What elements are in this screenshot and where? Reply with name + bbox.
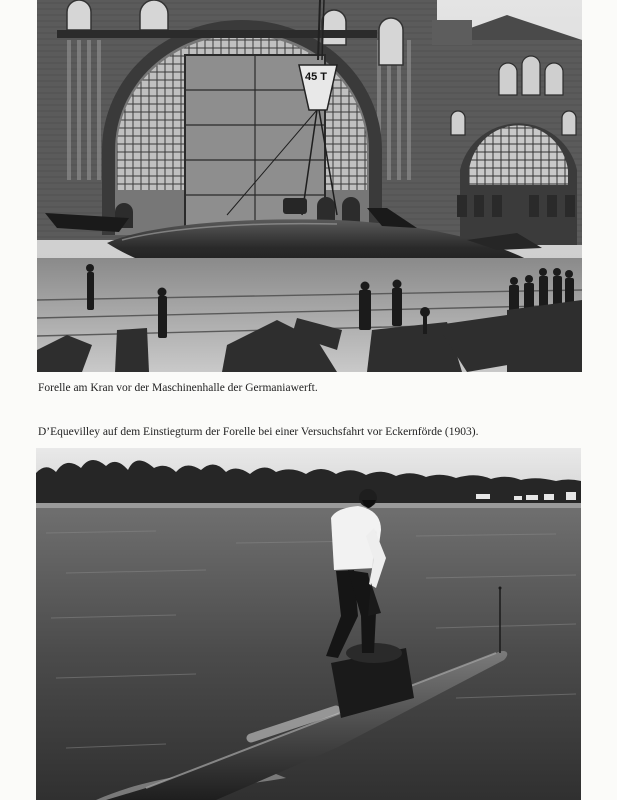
submarine-crane-photo xyxy=(37,0,582,372)
submarine-trial-illustration xyxy=(36,448,581,800)
submarine-crane-illustration xyxy=(37,0,582,372)
photo-caption-top: Forelle am Kran vor der Maschinenhalle der Germaniawerft. xyxy=(38,382,318,394)
submarine-trial-photo xyxy=(36,448,581,800)
crane-hook-label: 45 T xyxy=(305,71,328,83)
photo-caption-bottom: D’Equevilley auf dem Einstiegturm der Forelle bei einer Versuchsfahrt vor Eckernförde (1903). xyxy=(38,426,479,438)
